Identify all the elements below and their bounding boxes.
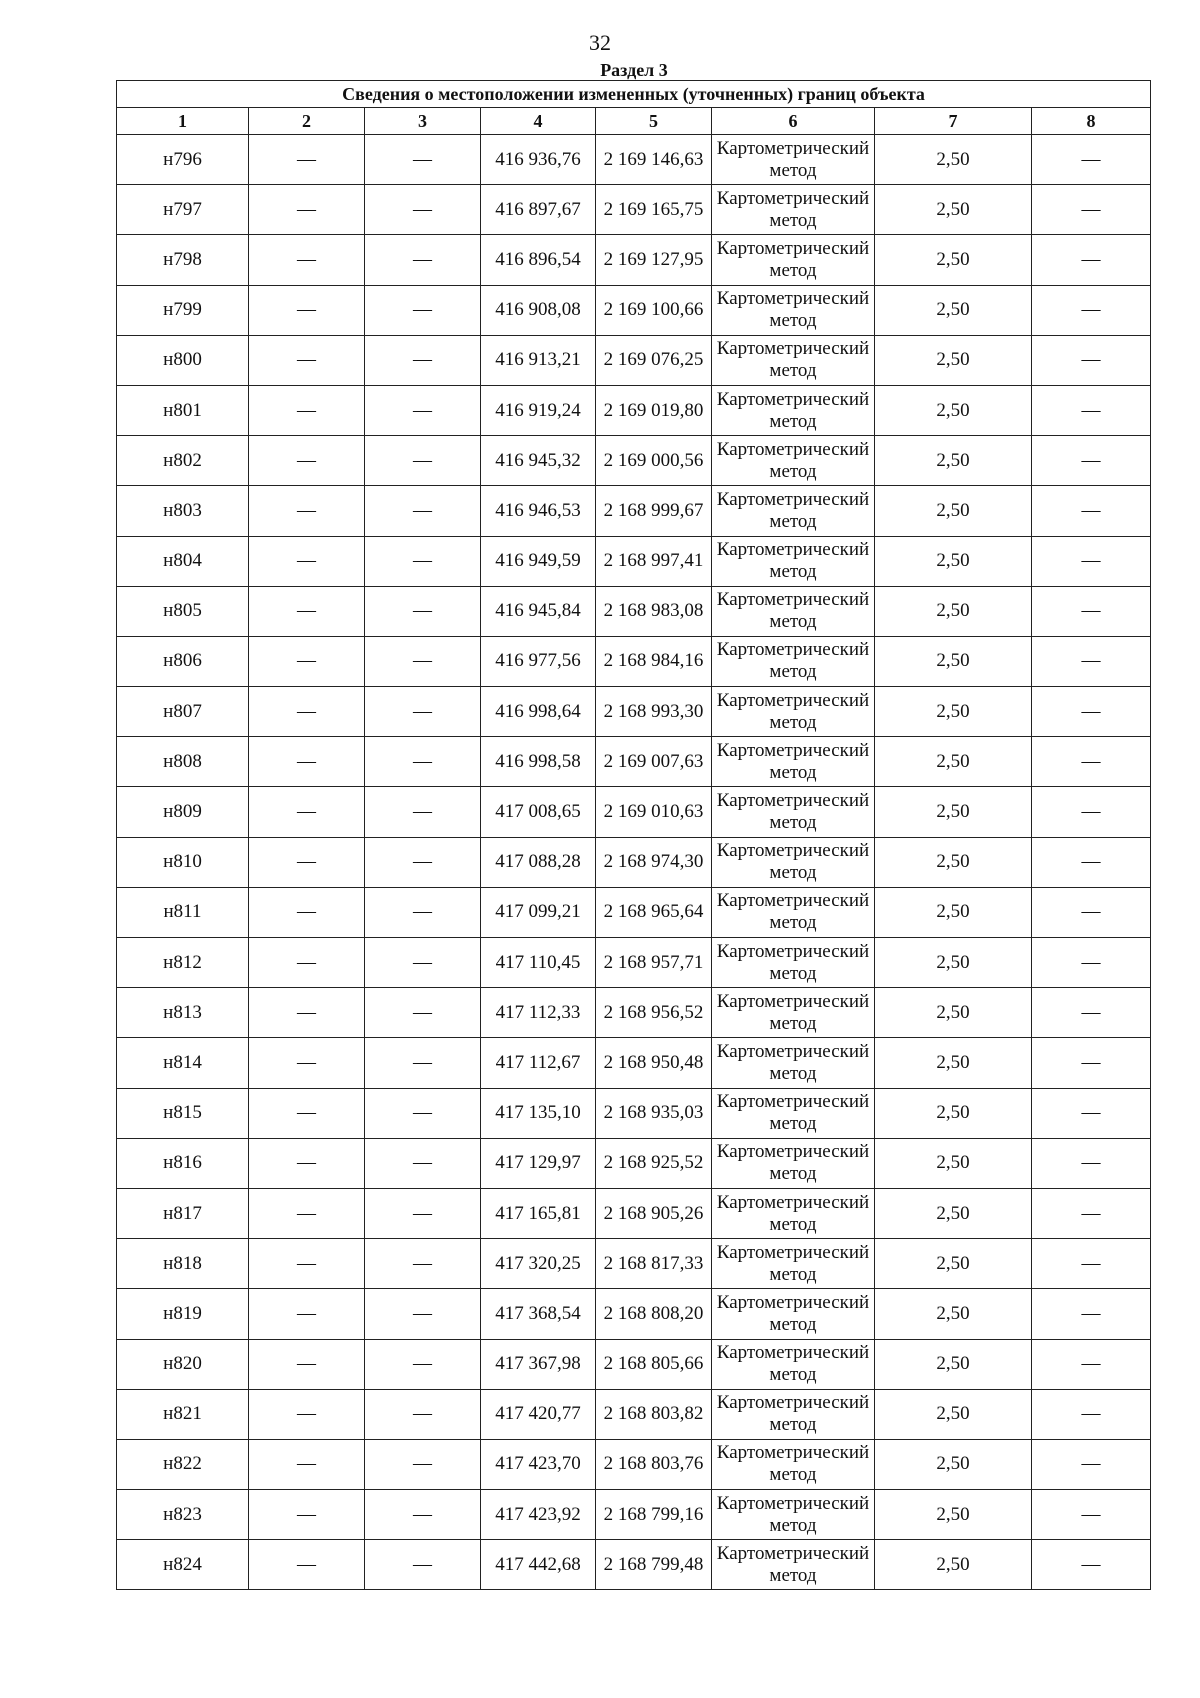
col2-cell: — (249, 938, 365, 988)
accuracy-cell: 2,50 (875, 586, 1032, 636)
table-row (117, 1088, 1151, 1138)
point-id-cell: н807 (117, 687, 249, 737)
y-coordinate-cell: 2 168 799,48 (596, 1540, 712, 1590)
y-coordinate-cell: 2 169 076,25 (596, 335, 712, 385)
column-number-4: 4 (481, 108, 596, 135)
col8-cell: — (1032, 185, 1151, 235)
method-cell: Картометрический метод (712, 385, 875, 435)
point-id-cell: н814 (117, 1038, 249, 1088)
point-id-cell: н806 (117, 636, 249, 686)
table-row (117, 1540, 1151, 1590)
col8-cell: — (1032, 536, 1151, 586)
accuracy-cell: 2,50 (875, 335, 1032, 385)
col8-cell: — (1032, 1239, 1151, 1289)
col2-cell: — (249, 486, 365, 536)
accuracy-cell: 2,50 (875, 1038, 1032, 1088)
method-cell: Картометрический метод (712, 486, 875, 536)
table-row (117, 1339, 1151, 1389)
x-coordinate-cell: 417 420,77 (481, 1389, 596, 1439)
col8-cell: — (1032, 1490, 1151, 1540)
column-number-5: 5 (596, 108, 712, 135)
point-id-cell: н800 (117, 335, 249, 385)
column-number-7: 7 (875, 108, 1032, 135)
col3-cell: — (365, 1138, 481, 1188)
y-coordinate-cell: 2 168 803,76 (596, 1439, 712, 1489)
accuracy-cell: 2,50 (875, 1389, 1032, 1439)
x-coordinate-cell: 417 320,25 (481, 1239, 596, 1289)
method-cell: Картометрический метод (712, 837, 875, 887)
table-row (117, 1289, 1151, 1339)
col8-cell: — (1032, 1540, 1151, 1590)
x-coordinate-cell: 416 919,24 (481, 385, 596, 435)
x-coordinate-cell: 417 423,70 (481, 1439, 596, 1489)
method-cell: Картометрический метод (712, 586, 875, 636)
x-coordinate-cell: 417 110,45 (481, 938, 596, 988)
col2-cell: — (249, 1239, 365, 1289)
y-coordinate-cell: 2 168 950,48 (596, 1038, 712, 1088)
y-coordinate-cell: 2 168 957,71 (596, 938, 712, 988)
col3-cell: — (365, 285, 481, 335)
col8-cell: — (1032, 938, 1151, 988)
x-coordinate-cell: 416 977,56 (481, 636, 596, 686)
y-coordinate-cell: 2 168 974,30 (596, 837, 712, 887)
point-id-cell: н824 (117, 1540, 249, 1590)
col8-cell: — (1032, 486, 1151, 536)
point-id-cell: н797 (117, 185, 249, 235)
col8-cell: — (1032, 1339, 1151, 1389)
y-coordinate-cell: 2 168 935,03 (596, 1088, 712, 1138)
col2-cell: — (249, 1540, 365, 1590)
col3-cell: — (365, 1439, 481, 1489)
col3-cell: — (365, 436, 481, 486)
method-cell: Картометрический метод (712, 1038, 875, 1088)
col2-cell: — (249, 988, 365, 1038)
table-row (117, 1389, 1151, 1439)
point-id-cell: н818 (117, 1239, 249, 1289)
method-cell: Картометрический метод (712, 687, 875, 737)
method-cell: Картометрический метод (712, 1439, 875, 1489)
col2-cell: — (249, 1490, 365, 1540)
col3-cell: — (365, 536, 481, 586)
col2-cell: — (249, 1339, 365, 1389)
method-cell: Картометрический метод (712, 1339, 875, 1389)
point-id-cell: н823 (117, 1490, 249, 1540)
y-coordinate-cell: 2 168 808,20 (596, 1289, 712, 1339)
table-row (117, 787, 1151, 837)
y-coordinate-cell: 2 169 127,95 (596, 235, 712, 285)
col3-cell: — (365, 1540, 481, 1590)
point-id-cell: н820 (117, 1339, 249, 1389)
accuracy-cell: 2,50 (875, 988, 1032, 1038)
point-id-cell: н811 (117, 887, 249, 937)
table-row (117, 837, 1151, 887)
method-cell: Картометрический метод (712, 988, 875, 1038)
x-coordinate-cell: 416 913,21 (481, 335, 596, 385)
col8-cell: — (1032, 335, 1151, 385)
col3-cell: — (365, 185, 481, 235)
accuracy-cell: 2,50 (875, 1339, 1032, 1389)
point-id-cell: н813 (117, 988, 249, 1038)
col3-cell: — (365, 135, 481, 185)
y-coordinate-cell: 2 169 165,75 (596, 185, 712, 235)
table-caption: Сведения о местоположении измененных (уточненных) границ объекта (117, 81, 1151, 108)
accuracy-cell: 2,50 (875, 887, 1032, 937)
x-coordinate-cell: 417 129,97 (481, 1138, 596, 1188)
table-row (117, 536, 1151, 586)
col8-cell: — (1032, 235, 1151, 285)
col8-cell: — (1032, 135, 1151, 185)
accuracy-cell: 2,50 (875, 1138, 1032, 1188)
col8-cell: — (1032, 837, 1151, 887)
col3-cell: — (365, 687, 481, 737)
col2-cell: — (249, 436, 365, 486)
accuracy-cell: 2,50 (875, 1439, 1032, 1489)
x-coordinate-cell: 416 908,08 (481, 285, 596, 335)
accuracy-cell: 2,50 (875, 1490, 1032, 1540)
y-coordinate-cell: 2 169 100,66 (596, 285, 712, 335)
col8-cell: — (1032, 1439, 1151, 1489)
col3-cell: — (365, 636, 481, 686)
col8-cell: — (1032, 1038, 1151, 1088)
point-id-cell: н804 (117, 536, 249, 586)
col2-cell: — (249, 887, 365, 937)
table-row (117, 185, 1151, 235)
accuracy-cell: 2,50 (875, 837, 1032, 887)
y-coordinate-cell: 2 169 007,63 (596, 737, 712, 787)
col8-cell: — (1032, 787, 1151, 837)
accuracy-cell: 2,50 (875, 1239, 1032, 1289)
method-cell: Картометрический метод (712, 787, 875, 837)
col2-cell: — (249, 837, 365, 887)
point-id-cell: н816 (117, 1138, 249, 1188)
y-coordinate-cell: 2 169 019,80 (596, 385, 712, 435)
method-cell: Картометрический метод (712, 235, 875, 285)
y-coordinate-cell: 2 168 905,26 (596, 1188, 712, 1238)
x-coordinate-cell: 417 135,10 (481, 1088, 596, 1138)
method-cell: Картометрический метод (712, 1188, 875, 1238)
accuracy-cell: 2,50 (875, 687, 1032, 737)
col8-cell: — (1032, 385, 1151, 435)
x-coordinate-cell: 416 946,53 (481, 486, 596, 536)
table-row (117, 737, 1151, 787)
col2-cell: — (249, 1088, 365, 1138)
col3-cell: — (365, 1289, 481, 1339)
col2-cell: — (249, 636, 365, 686)
col3-cell: — (365, 486, 481, 536)
x-coordinate-cell: 417 165,81 (481, 1188, 596, 1238)
col2-cell: — (249, 536, 365, 586)
method-cell: Картометрический метод (712, 135, 875, 185)
col2-cell: — (249, 335, 365, 385)
col3-cell: — (365, 1389, 481, 1439)
table-row (117, 887, 1151, 937)
column-number-8: 8 (1032, 108, 1151, 135)
y-coordinate-cell: 2 168 805,66 (596, 1339, 712, 1389)
method-cell: Картометрический метод (712, 887, 875, 937)
table-body (117, 135, 1151, 1590)
y-coordinate-cell: 2 168 925,52 (596, 1138, 712, 1188)
point-id-cell: н802 (117, 436, 249, 486)
y-coordinate-cell: 2 168 984,16 (596, 636, 712, 686)
accuracy-cell: 2,50 (875, 135, 1032, 185)
point-id-cell: н808 (117, 737, 249, 787)
accuracy-cell: 2,50 (875, 1289, 1032, 1339)
point-id-cell: н810 (117, 837, 249, 887)
method-cell: Картометрический метод (712, 1389, 875, 1439)
column-number-6: 6 (712, 108, 875, 135)
x-coordinate-cell: 416 945,32 (481, 436, 596, 486)
accuracy-cell: 2,50 (875, 536, 1032, 586)
method-cell: Картометрический метод (712, 1540, 875, 1590)
point-id-cell: н799 (117, 285, 249, 335)
col2-cell: — (249, 1188, 365, 1238)
col8-cell: — (1032, 636, 1151, 686)
accuracy-cell: 2,50 (875, 385, 1032, 435)
section-title: Раздел 3 (600, 60, 668, 80)
column-number-2: 2 (249, 108, 365, 135)
x-coordinate-cell: 417 099,21 (481, 887, 596, 937)
col2-cell: — (249, 1038, 365, 1088)
col8-cell: — (1032, 737, 1151, 787)
point-id-cell: н817 (117, 1188, 249, 1238)
method-cell: Картометрический метод (712, 1490, 875, 1540)
y-coordinate-cell: 2 168 993,30 (596, 687, 712, 737)
table-row (117, 988, 1151, 1038)
accuracy-cell: 2,50 (875, 486, 1032, 536)
col3-cell: — (365, 335, 481, 385)
x-coordinate-cell: 417 112,33 (481, 988, 596, 1038)
accuracy-cell: 2,50 (875, 185, 1032, 235)
column-numbers-row (117, 108, 1151, 135)
col3-cell: — (365, 385, 481, 435)
method-cell: Картометрический метод (712, 1239, 875, 1289)
accuracy-cell: 2,50 (875, 436, 1032, 486)
col8-cell: — (1032, 1289, 1151, 1339)
col2-cell: — (249, 185, 365, 235)
col2-cell: — (249, 135, 365, 185)
method-cell: Картометрический метод (712, 536, 875, 586)
accuracy-cell: 2,50 (875, 636, 1032, 686)
col2-cell: — (249, 787, 365, 837)
col3-cell: — (365, 235, 481, 285)
accuracy-cell: 2,50 (875, 285, 1032, 335)
accuracy-cell: 2,50 (875, 235, 1032, 285)
table-row (117, 335, 1151, 385)
col2-cell: — (249, 687, 365, 737)
col2-cell: — (249, 285, 365, 335)
accuracy-cell: 2,50 (875, 1540, 1032, 1590)
table-row (117, 285, 1151, 335)
y-coordinate-cell: 2 168 799,16 (596, 1490, 712, 1540)
col3-cell: — (365, 1188, 481, 1238)
method-cell: Картометрический метод (712, 938, 875, 988)
col3-cell: — (365, 1088, 481, 1138)
col2-cell: — (249, 1439, 365, 1489)
col8-cell: — (1032, 1389, 1151, 1439)
table-row (117, 235, 1151, 285)
col8-cell: — (1032, 1088, 1151, 1138)
method-cell: Картометрический метод (712, 1088, 875, 1138)
point-id-cell: н819 (117, 1289, 249, 1339)
table-row (117, 385, 1151, 435)
col3-cell: — (365, 1490, 481, 1540)
y-coordinate-cell: 2 169 146,63 (596, 135, 712, 185)
table-row (117, 1138, 1151, 1188)
point-id-cell: н801 (117, 385, 249, 435)
col2-cell: — (249, 1289, 365, 1339)
x-coordinate-cell: 417 088,28 (481, 837, 596, 887)
x-coordinate-cell: 417 112,67 (481, 1038, 596, 1088)
x-coordinate-cell: 416 998,58 (481, 737, 596, 787)
table-row (117, 1239, 1151, 1289)
boundary-coordinates-table (116, 80, 1151, 1590)
table-row (117, 1188, 1151, 1238)
table-row (117, 1038, 1151, 1088)
col3-cell: — (365, 1038, 481, 1088)
method-cell: Картометрический метод (712, 636, 875, 686)
y-coordinate-cell: 2 168 956,52 (596, 988, 712, 1038)
method-cell: Картометрический метод (712, 1289, 875, 1339)
point-id-cell: н809 (117, 787, 249, 837)
y-coordinate-cell: 2 168 803,82 (596, 1389, 712, 1439)
col3-cell: — (365, 1239, 481, 1289)
accuracy-cell: 2,50 (875, 737, 1032, 787)
col3-cell: — (365, 988, 481, 1038)
col8-cell: — (1032, 285, 1151, 335)
table-row (117, 586, 1151, 636)
col2-cell: — (249, 586, 365, 636)
y-coordinate-cell: 2 168 997,41 (596, 536, 712, 586)
table-row (117, 436, 1151, 486)
method-cell: Картометрический метод (712, 335, 875, 385)
table-row (117, 938, 1151, 988)
x-coordinate-cell: 417 367,98 (481, 1339, 596, 1389)
y-coordinate-cell: 2 168 965,64 (596, 887, 712, 937)
col8-cell: — (1032, 687, 1151, 737)
x-coordinate-cell: 417 008,65 (481, 787, 596, 837)
method-cell: Картометрический метод (712, 737, 875, 787)
col3-cell: — (365, 887, 481, 937)
col8-cell: — (1032, 887, 1151, 937)
col2-cell: — (249, 1389, 365, 1439)
method-cell: Картометрический метод (712, 285, 875, 335)
x-coordinate-cell: 416 936,76 (481, 135, 596, 185)
accuracy-cell: 2,50 (875, 1088, 1032, 1138)
method-cell: Картометрический метод (712, 185, 875, 235)
point-id-cell: н805 (117, 586, 249, 636)
x-coordinate-cell: 417 423,92 (481, 1490, 596, 1540)
col8-cell: — (1032, 586, 1151, 636)
table-row (117, 1490, 1151, 1540)
y-coordinate-cell: 2 169 000,56 (596, 436, 712, 486)
x-coordinate-cell: 417 368,54 (481, 1289, 596, 1339)
accuracy-cell: 2,50 (875, 787, 1032, 837)
method-cell: Картометрический метод (712, 436, 875, 486)
col2-cell: — (249, 385, 365, 435)
x-coordinate-cell: 417 442,68 (481, 1540, 596, 1590)
col3-cell: — (365, 1339, 481, 1389)
col3-cell: — (365, 787, 481, 837)
table-row (117, 687, 1151, 737)
col8-cell: — (1032, 1188, 1151, 1238)
point-id-cell: н803 (117, 486, 249, 536)
point-id-cell: н796 (117, 135, 249, 185)
table-row (117, 135, 1151, 185)
y-coordinate-cell: 2 168 999,67 (596, 486, 712, 536)
x-coordinate-cell: 416 998,64 (481, 687, 596, 737)
page-number: 32 (589, 30, 611, 55)
table-row (117, 486, 1151, 536)
y-coordinate-cell: 2 168 817,33 (596, 1239, 712, 1289)
col2-cell: — (249, 235, 365, 285)
y-coordinate-cell: 2 168 983,08 (596, 586, 712, 636)
table-row (117, 636, 1151, 686)
col2-cell: — (249, 1138, 365, 1188)
point-id-cell: н798 (117, 235, 249, 285)
x-coordinate-cell: 416 897,67 (481, 185, 596, 235)
column-number-1: 1 (117, 108, 249, 135)
column-number-3: 3 (365, 108, 481, 135)
method-cell: Картометрический метод (712, 1138, 875, 1188)
col3-cell: — (365, 837, 481, 887)
y-coordinate-cell: 2 169 010,63 (596, 787, 712, 837)
point-id-cell: н822 (117, 1439, 249, 1489)
col8-cell: — (1032, 436, 1151, 486)
table-row (117, 1439, 1151, 1489)
point-id-cell: н821 (117, 1389, 249, 1439)
x-coordinate-cell: 416 945,84 (481, 586, 596, 636)
col3-cell: — (365, 938, 481, 988)
col8-cell: — (1032, 1138, 1151, 1188)
col3-cell: — (365, 586, 481, 636)
col3-cell: — (365, 737, 481, 787)
accuracy-cell: 2,50 (875, 1188, 1032, 1238)
accuracy-cell: 2,50 (875, 938, 1032, 988)
x-coordinate-cell: 416 896,54 (481, 235, 596, 285)
x-coordinate-cell: 416 949,59 (481, 536, 596, 586)
col2-cell: — (249, 737, 365, 787)
point-id-cell: н815 (117, 1088, 249, 1138)
point-id-cell: н812 (117, 938, 249, 988)
col8-cell: — (1032, 988, 1151, 1038)
